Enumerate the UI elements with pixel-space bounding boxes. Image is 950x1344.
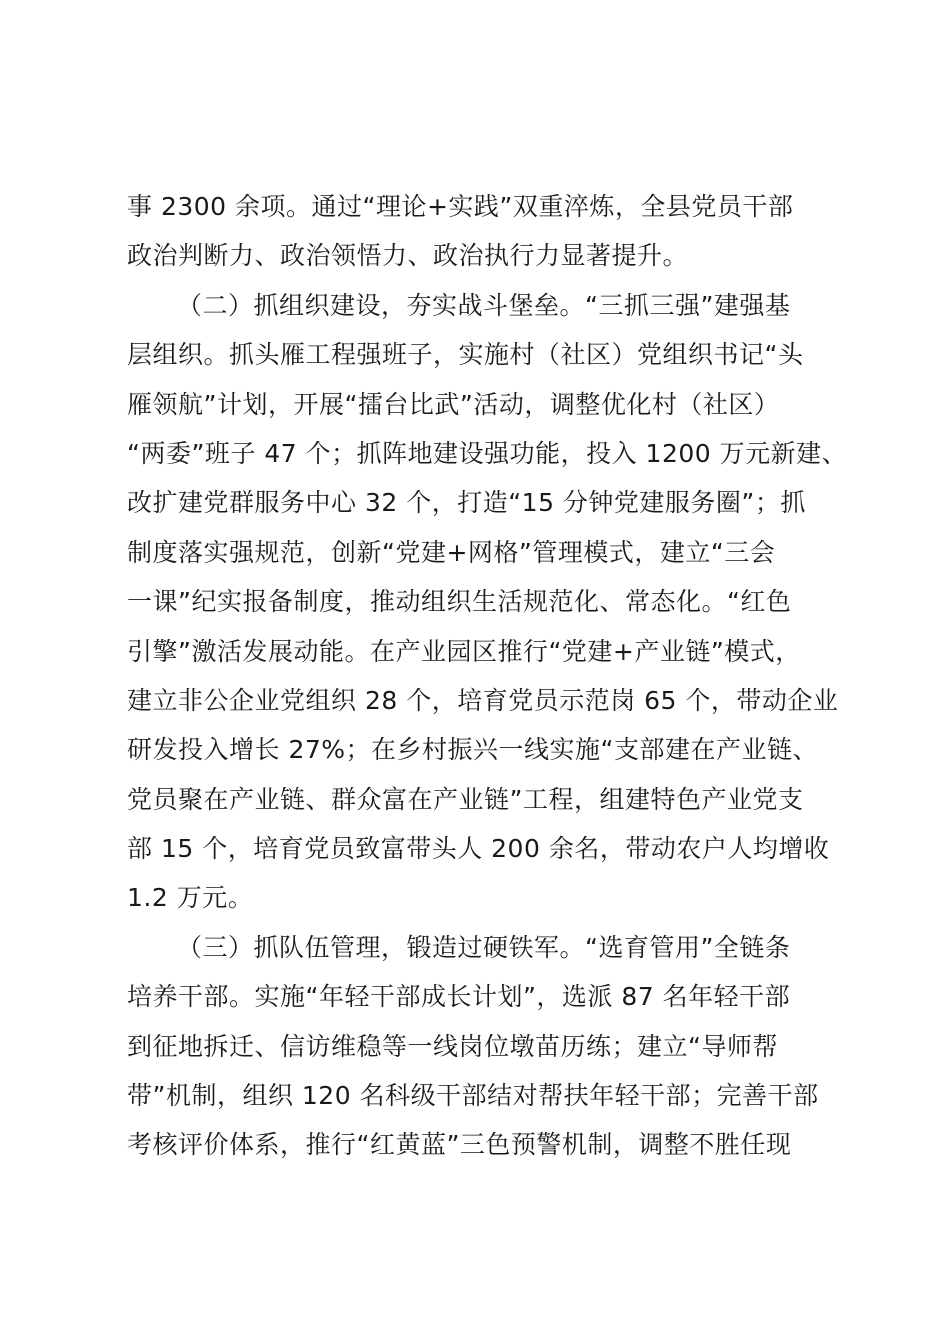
- document-body: [127, 182, 848, 1170]
- text-line: 雁领航”计划，开展“擂台比武”活动，调整优化村（社区）: [127, 389, 780, 419]
- text-line: “两委”班子 47 个；抓阵地建设强功能，投入 1200 万元新建、: [127, 438, 848, 468]
- text-line: 一课”纪实报备制度，推动组织生活规范化、常态化。“红色: [127, 587, 792, 617]
- text-line: 改扩建党群服务中心 32 个，打造“15 分钟党建服务圈”；抓: [127, 488, 806, 518]
- text-line: 政治判断力、政治领悟力、政治执行力显著提升。: [127, 241, 689, 271]
- section-heading-line: （三）抓队伍管理，锻造过硬铁军。“选育管用”全链条: [177, 932, 791, 962]
- section-heading-line: （二）抓组织建设，夯实战斗堡垒。“三抓三强”建强基: [177, 290, 791, 320]
- text-line: 带”机制，组织 120 名科级干部结对帮扶年轻干部；完善干部: [127, 1081, 819, 1111]
- text-line: 部 15 个，培育党员致富带头人 200 余名，带动农户人均增收: [127, 834, 830, 864]
- text-line: 引擎”激活发展动能。在产业园区推行“党建+产业链”模式，: [127, 636, 801, 666]
- text-line: 研发投入增长 27%；在乡村振兴一线实施“支部建在产业链、: [127, 735, 818, 765]
- text-line: 事 2300 余项。通过“理论+实践”双重淬炼，全县党员干部: [127, 192, 794, 221]
- text-line: 建立非公企业党组织 28 个，培育党员示范岗 65 个，带动企业: [127, 685, 839, 715]
- text-line: 1.2 万元。: [127, 883, 254, 913]
- text-line: 制度落实强规范，创新“党建+网格”管理模式，建立“三会: [127, 537, 776, 567]
- text-line: 考核评价体系，推行“红黄蓝”三色预警机制，调整不胜任现: [127, 1130, 792, 1160]
- text-line: 层组织。抓头雁工程强班子，实施村（社区）党组织书记“头: [127, 340, 804, 370]
- text-line: 培养干部。实施“年轻干部成长计划”，选派 87 名年轻干部: [127, 982, 791, 1012]
- text-line: 党员聚在产业链、群众富在产业链”工程，组建特色产业党支: [127, 784, 804, 814]
- text-line: 到征地拆迁、信访维稳等一线岗位墩苗历练；建立“导师帮: [127, 1031, 778, 1061]
